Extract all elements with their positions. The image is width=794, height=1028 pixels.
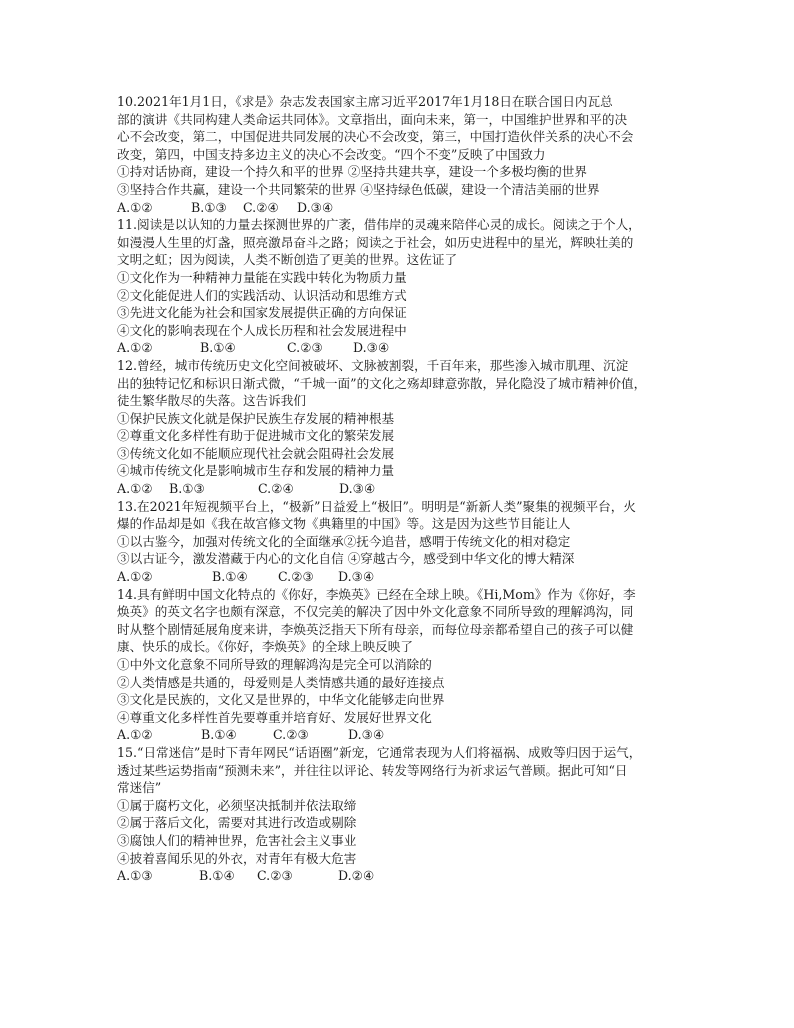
- question-line: 文明之虹；因为阅读，人类不断创造了更美的世界。这佐证了: [117, 252, 458, 268]
- question-line: ②人类情感是共通的，母爱则是人类情感共通的最好连接点: [117, 674, 445, 690]
- answer-option: D.③④: [297, 199, 334, 215]
- answer-option: C.②③: [257, 868, 293, 884]
- question-line: ①中外文化意象不同所导致的理解鸿沟是完全可以消除的: [117, 657, 432, 672]
- question-line: ②属于落后文化，需要对其进行改造或剔除: [117, 815, 357, 831]
- answer-option: A.①②: [117, 481, 153, 497]
- question-line: ①属于腐朽文化，必须坚决抵制并依法取缔: [117, 797, 357, 813]
- question-line: ③先进文化能为社会和国家发展提供正确的方向保证: [117, 305, 407, 321]
- question-line: 常迷信”: [117, 780, 162, 796]
- answer-option: D.③④: [338, 569, 375, 585]
- answer-options: [117, 480, 682, 498]
- answer-option: B.①③: [191, 199, 227, 215]
- answer-option: C.②④: [243, 199, 279, 215]
- question-line: ③以古证今，激发潜藏于内心的文化自信 ④穿越古今，感受到中华文化的博大精深: [117, 551, 575, 567]
- answer-options: [117, 726, 682, 744]
- answer-options: [117, 867, 682, 885]
- question-line: ③坚持合作共赢，建设一个共同繁荣的世界 ④坚持绿色低碳，建设一个清洁美丽的世界: [117, 181, 600, 197]
- answer-option: A.①②: [117, 199, 153, 215]
- question-line: 徒生繁华散尽的失落。这告诉我们: [117, 393, 306, 409]
- question-line: 透过某些运势指南“预测未来”，并往往以评论、转发等网络行为祈求运气普顾。据此可知“日: [117, 762, 628, 778]
- answer-option: B.①④: [199, 868, 235, 884]
- answer-option: C.②③: [278, 569, 314, 585]
- answer-option: A.①②: [117, 569, 153, 585]
- question-line: ③腐蚀人们的精神世界，危害社会主义事业: [117, 832, 357, 848]
- question-line: ④披着喜闻乐见的外衣，对青年有极大危害: [117, 850, 357, 866]
- answer-options: [117, 568, 682, 586]
- question-stem: 15.“日常迷信”是时下青年网民“话语圈”新宠，它通常表现为人们将福祸、成败等归因于运气，: [117, 744, 642, 760]
- question-line: 出的独特记忆和标识日渐式微，“千城一面”的文化之殇却肆意弥散，异化隐没了城市精神价值，: [117, 375, 647, 391]
- answer-option: C.②③: [287, 340, 323, 356]
- question-line: 焕英》的英文名字也颇有深意，不仅完美的解决了因中外文化意象不同所导致的理解鸿沟，同: [117, 604, 634, 620]
- answer-option: B.①④: [201, 727, 237, 743]
- answer-option: D.③④: [348, 727, 385, 743]
- question-line: ①以古鉴今，加强对传统文化的全面继承②抚今追昔，感喟于传统文化的相对稳定: [117, 533, 571, 549]
- answer-option: B.①④: [212, 569, 248, 585]
- answer-options: [117, 339, 682, 357]
- question-stem: 11.阅读是以认知的力量去探测世界的广袤，借伟岸的灵魂来陪伴心灵的成长。阅读之于个人，: [117, 217, 641, 233]
- question-stem: 12.曾经，城市传统历史文化空间被破坏、文脉被割裂，千百年来，那些渗入城市肌理、沉淀: [117, 357, 629, 373]
- question-line: 爆的作品却是如《我在故宫修文物《典籍里的中国》等。这是因为这些节目能让人: [117, 516, 571, 532]
- question-line: 部的演讲《共同构建人类命运共同体》。文章指出，面向未来，第一，中国维护世界和平的决: [117, 111, 628, 127]
- question-line: ④尊重文化多样性首先要尊重并培育好、发展好世界文化: [117, 709, 432, 725]
- question-10: [117, 93, 682, 216]
- question-line: ①持对话协商，建设一个持久和平的世界 ②坚持共建共享，建设一个多极均衡的世界: [117, 164, 587, 180]
- question-line: ④文化的影响表现在个人成长历程和社会发展进程中: [117, 322, 407, 338]
- question-stem: 13.在2021年短视频平台上，“极新”日益爱上“极旧”。明明是“新新人类”聚集的视频平台，火: [117, 498, 636, 514]
- question-line: ②尊重文化多样性有助于促进城市文化的繁荣发展: [117, 428, 395, 444]
- answer-option: D.③④: [339, 481, 376, 497]
- answer-options: [117, 199, 682, 217]
- question-line: ②文化能促进人们的实践活动、认识活动和思维方式: [117, 287, 407, 303]
- answer-option: B.①③: [169, 481, 205, 497]
- question-12: [117, 357, 682, 498]
- question-stem: 10.2021年1月1日，《求是》杂志发表国家主席习近平2017年1月18日在联合国日内瓦总: [117, 94, 613, 109]
- answer-option: B.①④: [200, 340, 236, 356]
- question-line: ③传统文化如不能顺应现代社会就会阻碍社会发展: [117, 445, 395, 461]
- question-line: ①文化作为一种精神力量能在实践中转化为物质力量: [117, 269, 407, 285]
- question-15: [117, 744, 682, 885]
- answer-option: D.③④: [353, 340, 390, 356]
- answer-option: D.②④: [338, 868, 375, 884]
- answer-option: A.①②: [117, 340, 153, 356]
- exam-page: [117, 93, 682, 885]
- question-13: [117, 498, 682, 586]
- answer-option: C.②④: [258, 481, 294, 497]
- question-line: ③文化是民族的，文化又是世界的，中华文化能够走向世界: [117, 692, 445, 708]
- answer-option: A.①③: [117, 868, 153, 884]
- answer-option: C.②③: [273, 727, 309, 743]
- answer-option: A.①②: [117, 727, 153, 743]
- question-line: ④城市传统文化是影响城市生存和发展的精神力量: [117, 463, 395, 479]
- question-line: 如漫漫人生里的灯盏，照亮激昂奋斗之路；阅读之于社会，如历史进程中的星光，辉映壮美的: [117, 234, 634, 250]
- question-14: [117, 586, 682, 744]
- question-line: 心不会改变，第二，中国促进共同发展的决心不会改变，第三，中国打造伙伴关系的决心不会: [117, 129, 634, 145]
- question-11: [117, 216, 682, 357]
- question-line: ①保护民族文化就是保护民族生存发展的精神根基: [117, 410, 395, 426]
- question-line: 改变，第四，中国支持多边主义的决心不会改变。“四个不变”反映了中国致力: [117, 146, 546, 162]
- question-line: 康、快乐的成长。《你好，李焕英》的全球上映反映了: [117, 639, 413, 655]
- question-stem: 14.具有鲜明中国文化特点的《你好，李焕英》已经在全球上映。《Hi,Mom》作为《你好，李: [117, 586, 636, 602]
- question-line: 时从整个剧情延展角度来讲，李焕英泛指天下所有母亲，而每位母亲都希望自己的孩子可以健: [117, 621, 634, 637]
